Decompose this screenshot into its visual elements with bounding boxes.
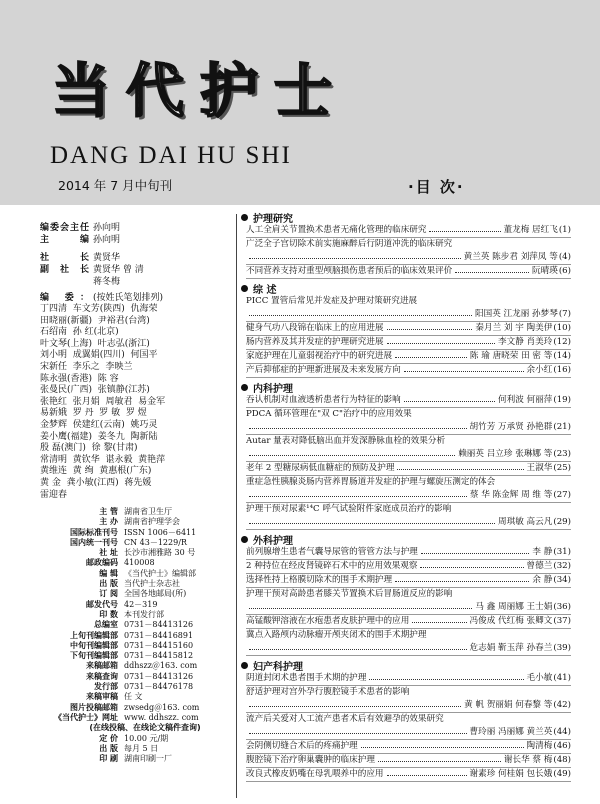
editorial-names: 孙向明 [93,235,121,245]
article-authors: 毛小敏 [526,673,553,683]
pub-label: 发行部 [94,682,118,692]
article-authors: 蔡 华 陈金辉 周 维 等 [469,490,553,500]
toc-entry-line [246,265,571,278]
member-row: 张曼民(广西) 张镇静(江苏) [40,385,150,396]
pub-value: 长沙市湘雅路 30 号 [124,548,196,558]
pub-value: 每月 5 日 [124,743,159,753]
article-title: 护理干预对高龄患者膝关节置换术后冒肠道反应的影响 [246,589,453,599]
pub-row [40,641,240,651]
pub-value: 410008 [124,558,155,568]
pub-label: 邮发代号 [86,599,118,609]
toc-entry [241,408,571,435]
page-number: (29) [553,517,571,527]
toc-entry-line [246,516,571,529]
pub-value: ddhszz＠163. com [124,661,198,671]
article-title: 改良式橡皮奶嘴在母乳喂养中的应用 [246,769,384,779]
leader-dots [387,775,467,776]
editorial-role [40,276,89,288]
article-authors: 王淑华 [526,463,553,473]
leader-dots [249,428,467,429]
pub-value: 当代护士杂志社 [124,579,180,589]
article-authors: 陶清梅 [526,741,553,751]
entry-rule [246,377,571,378]
page-number: (25) [553,463,571,473]
toc-entry [241,686,571,713]
toc-entry-line [246,672,571,685]
cover-header [0,0,600,205]
page-number: (34) [553,575,571,585]
pub-value: 42－319 [124,599,158,609]
pub-label: 印 刷 [99,754,118,764]
table-of-contents [241,211,571,782]
leader-dots [249,523,495,524]
member-row: 黄 金 龚小敏(江西) 蒋先媛 [40,477,152,488]
toc-entry [241,364,571,378]
toc-entry-line [246,489,571,502]
article-authors: 余 静 [532,575,553,585]
editorial-row [40,222,230,234]
section-title: 护理研究 [253,214,293,225]
pub-row [40,558,240,568]
section-title: 内科护理 [253,384,293,395]
toc-entry [241,350,571,364]
toc-entry [241,672,571,686]
article-authors: 秦月兰 刘 宇 陶美伊 [475,323,553,333]
leader-dots [395,581,529,582]
pub-label: 《当代护士》网址 [54,712,118,722]
pub-row [40,507,240,517]
bullet-icon [241,662,248,669]
article-title: 选择性持上格膜切除术的围手术期护理 [246,575,393,585]
article-authors: 谢长华 蔡 梅 [503,755,553,765]
article-authors: 曾德兰 [526,561,553,571]
bullet-icon [241,214,248,221]
section-title: 综 述 [253,285,277,296]
pub-row [40,528,240,538]
leader-dots [395,357,467,358]
toc-section-heading [241,211,571,224]
member-row: 殷 磊(澳门) 徐 黎(甘肃) [40,443,138,454]
page-number: (27) [553,490,571,500]
pub-label: 来稿审稿 [86,692,118,702]
article-authors: 董龙梅 居红飞 [503,225,558,235]
article-title: 冀点入路颅内动脉瘤开颅夹闭术的围手术期护理 [246,630,427,640]
toc-section-heading [241,282,571,295]
toc-entry-line [246,394,571,407]
toc-entry [241,754,571,768]
article-title: 2 种持位在经皮肾镜碎石术中的应用效果观察 [246,561,418,571]
page-number: (46) [553,741,571,751]
pub-label: 下旬刊编辑部 [70,651,118,661]
pub-label: 总编室 [94,620,118,630]
pub-row [40,703,240,713]
leader-dots [249,649,467,650]
member-row: 刘小明 成翼娟(四川) 何国平 [40,350,158,361]
article-title: 前列腺增生患者气囊导尿管的管管方法与护理 [246,547,418,557]
toc-entry-line [246,364,571,377]
article-authors: 赖丽英 吕立珍 张琳娜 等 [458,449,553,459]
pub-value: ISSN 1006－6411 [124,527,197,537]
pub-label: 中旬刊编辑部 [70,640,118,650]
toc-entry [241,224,571,238]
page-number: (16) [553,365,571,375]
pub-value: 10.00 元/期 [124,733,169,743]
pub-row [40,548,240,558]
article-authors: 陈 瑜 唐晓荣 田 密 等 [469,351,553,361]
article-title: 护理干预对尿素¹⁴C 呼气试验附件家庭成员治疗的影响 [246,504,452,514]
toc-entry-line [246,560,571,573]
bullet-icon [241,384,248,391]
pub-label: 主 办 [99,517,118,527]
toc-entry [241,546,571,560]
page-number: (23) [553,449,571,459]
toc-entry [241,629,571,656]
pub-row [40,600,240,610]
leader-dots [249,733,467,734]
members-heading [40,292,230,304]
article-authors: 马 鑫 周丽娜 王士娟 [475,602,553,612]
pub-label: 来稿查询 [86,671,118,681]
pub-label: 出 版 [99,743,118,753]
toc-entry [241,615,571,629]
member-row: 张艳红 张月娟 周敏君 易金军 [40,396,166,407]
article-authors: 谢素珍 何桂娟 包长娥 [469,769,553,779]
pub-row [40,661,240,671]
toc-entry-line [246,308,571,321]
article-authors: 阳国英 江龙丽 孙梦琴 [475,309,558,319]
page-number: (32) [553,561,571,571]
leader-dots [249,315,472,316]
page-number: (4) [558,252,571,262]
editorial-names: 蒋冬梅 [93,277,121,287]
toc-entry-line [246,350,571,363]
leader-dots [249,455,455,456]
pub-label: 定 价 [99,733,118,743]
pub-value: 0731－84476178 [124,682,194,692]
article-title: PICC 置管后常见并发症及护理对策研究进展 [246,296,418,306]
member-row: 易新娥 罗 丹 罗 敏 罗 煜 [40,408,147,419]
pub-row [40,610,240,620]
article-authors: 李 静 [532,547,553,557]
toc-entry-line [246,574,571,587]
toc-entry-line [246,754,571,767]
article-authors: 黄 帆 贺丽娟 何春黎 等 [464,700,553,710]
article-title: 重症急性胰腺炎肠内营养胃肠道并发症的护理与螺旋压测定的体会 [246,477,496,487]
toc-entry-line [246,740,571,753]
member-row: 黄维连 黄 绚 黄惠根(广东) [40,466,152,477]
toc-entry [241,435,571,462]
member-row: 叶文琴(上海) 叶志弘(浙江) [40,338,150,349]
pub-row [40,538,240,548]
toc-entry [241,574,571,588]
editorial-names: 孙向明 [93,223,121,233]
members-note: (按姓氏笔划排列) [93,293,164,303]
pub-row [40,517,240,527]
editorial-role: 社 长 [40,253,89,263]
toc-entry [241,588,571,615]
toc-entry [241,740,571,754]
section-title: 外科护理 [253,536,293,547]
pub-row [40,620,240,630]
member-row: 姜小鹰(福建) 姜冬九 陶新陆 [40,431,158,442]
leader-dots [369,679,523,680]
page-number: (14) [553,351,571,361]
article-title: PDCA 循环管理在"双 C"治疗中的应用效果 [246,409,412,419]
toc-entry-line [246,699,571,712]
page-number: (36) [553,602,571,612]
leader-dots [404,371,524,372]
bullet-icon [241,285,248,292]
editorial-role: 副社长 [40,265,89,275]
page-number: (41) [553,673,571,683]
toc-entry-line [246,462,571,475]
editorial-rows [40,222,230,288]
toc-entry-line [246,322,571,335]
publication-info [40,507,240,764]
pub-row [40,589,240,599]
page-number: (49) [553,769,571,779]
pub-value: 0731－84413126 [124,620,194,630]
article-authors: 李文静 肖美玲 [498,337,553,347]
article-authors: 何利波 何丽萍 [498,395,553,405]
article-title: 广泛全子宫切除术前实施麻醉后行阴道冲洗的临床研究 [246,239,453,249]
page-number: (1) [558,225,571,235]
page-number: (7) [558,309,571,319]
article-authors: 阮晴瑛 [532,266,558,276]
article-authors: 黄兰英 陈步君 刘萍凤 等 [463,252,558,262]
toc-entry-line [246,615,571,628]
leader-dots [429,231,500,232]
article-authors: 冯俊成 代红梅 张卿文 [469,616,553,626]
pub-value: 0731－84413126 [124,671,194,681]
page-number: (42) [553,700,571,710]
article-title: 吞认机制对血液透析患者行为特征的影响 [246,395,401,405]
pub-row [40,744,240,754]
toc-entry-line [246,251,571,264]
issue-date: 2014 年 7 月中旬刊 [58,178,173,193]
article-title: 不同营养支持对重型颅脑损伤患者预后的临床效果评价 [246,266,453,276]
toc-entry [241,295,571,322]
entry-rule [246,781,571,782]
article-title: 流产后关爱对人工流产患者术后有效避孕的效果研究 [246,714,444,724]
pub-label: 邮政编码 [86,558,118,568]
page-number: (12) [553,337,571,347]
toc-section-heading [241,659,571,672]
toc-entry [241,322,571,336]
editorial-row [40,264,230,276]
pub-note: (在线投稿、在线论文稿件查询) [89,723,201,733]
toc-section-heading [241,381,571,394]
toc-section-heading [241,533,571,546]
member-row: 田晓丽(新疆) 尹裕君(台湾) [40,315,150,326]
member-row: 石绍南 孙 红(北京) [40,327,119,338]
leader-dots [455,272,529,273]
member-row: 宋新任 李乐之 李映兰 [40,361,133,372]
article-title: 舒适护理对宫外孕行腹腔镜手术患者的影响 [246,687,410,697]
pub-value: 湖南省护理学会 [124,517,180,527]
pub-row [40,569,240,579]
leader-dots [249,608,472,609]
section-title: 妇产科护理 [253,662,303,673]
leader-dots [387,329,473,330]
pub-value: 《当代护士》编辑部 [124,568,196,578]
pub-label: 图片投稿邮箱 [70,702,118,712]
pub-value: 0731－84415160 [124,640,194,650]
column-divider [236,214,237,798]
member-row: 常清明 黄钦华 谌永毅 黄艳萍 [40,454,166,465]
toc-entry [241,476,571,503]
toc-entry [241,503,571,530]
page-number: (19) [553,395,571,405]
toc-entry-line [246,546,571,559]
editorial-row [40,276,230,288]
toc-entry [241,768,571,782]
editorial-row [40,252,230,264]
leader-dots [361,747,524,748]
pub-value: 0731－84416891 [124,630,194,640]
article-title: 腹腔镜下治疗卵巢囊肿的临床护理 [246,755,375,765]
members-list [40,304,230,501]
toc-entry [241,713,571,740]
article-authors: 胡竹芳 万承贤 孙艳群 [469,422,553,432]
journal-title-pinyin: DANG DAI HU SHI [50,142,292,169]
pub-label: 主 管 [99,507,118,516]
article-authors: 余小红 [526,365,553,375]
pub-label: 印 数 [99,609,118,619]
article-title: 阴道封闭术患者围手术期的护理 [246,673,367,683]
toc-entry-line [246,768,571,781]
pub-value: 本刊发行部 [124,609,164,619]
toc-entry [241,238,571,265]
pub-label: 编 辑 [99,568,118,578]
editorial-role: 编委会主任 [40,223,89,233]
pub-value: 任 文 [124,692,143,702]
editorial-board [40,222,230,501]
toc-entry-line [246,601,571,614]
article-title: 会阴侧切缝合术后的疼痛护理 [246,741,358,751]
article-authors: 危志娟 靳玉萍 孙春兰 [469,643,553,653]
pub-row [40,734,240,744]
leader-dots [378,761,501,762]
pub-row [40,631,240,641]
leader-dots [420,567,523,568]
article-title: 人工全肩关节置换术患者无痛化管理的临床研究 [246,225,427,235]
article-authors: 周琪敏 高云凡 [498,517,553,527]
pub-row [40,682,240,692]
pub-row [40,579,240,589]
toc-entry-line [246,224,571,237]
toc-entry-line [246,642,571,655]
pub-row [40,754,240,764]
article-title: 肠内营养及其并发症的护理研究进展 [246,337,384,347]
page-number: (44) [553,727,571,737]
toc-entry [241,560,571,574]
leader-dots [404,401,495,402]
page-number: (6) [558,266,571,276]
entry-rule [246,278,571,279]
page-number: (39) [553,643,571,653]
leader-dots [421,553,530,554]
entry-rule [246,529,571,530]
pub-label: 社 址 [99,548,118,558]
pub-value: 0731－84415812 [124,651,194,661]
editorial-names: 黄贤华 [93,253,121,263]
article-title: 产后抑郁症的护理新进展及未来发展方向 [246,365,401,375]
leader-dots [397,469,523,470]
article-title: 家庭护理在儿童弱视治疗中的研究进展 [246,351,393,361]
page-number: (31) [553,547,571,557]
page-number: (48) [553,755,571,765]
pub-row [40,651,240,661]
toc-entry-line [246,726,571,739]
pub-label: 上旬刊编辑部 [70,630,118,640]
pub-row [40,713,240,723]
leader-dots [387,343,496,344]
pub-value: zwsedg＠163. com [124,702,200,712]
page-number: (10) [553,323,571,333]
toc-entry [241,462,571,476]
member-row: 陈永强(香港) 陈 容 [40,373,119,384]
member-row: 金梦辉 侯建红(云南) 姚巧灵 [40,419,158,430]
leader-dots [249,706,461,707]
toc-entry-line [246,448,571,461]
leader-dots [412,622,466,623]
members-label: 编 委： [40,293,89,303]
pub-row [40,692,240,702]
toc-entry-line [246,336,571,349]
toc-entry [241,336,571,350]
toc-entry [241,394,571,408]
toc-heading: ·目 次· [408,178,465,196]
pub-value: 湖南印刷一厂 [124,754,172,764]
member-row: 丁四清 车文芳(陕西) 仇海荣 [40,304,158,314]
editorial-names: 黄贤华 曾 清 [93,265,144,275]
editorial-row [40,234,230,246]
pub-value: CN 43－1229/R [124,537,187,547]
bullet-icon [241,536,248,543]
pub-value: 全国各地邮局(所) [124,589,187,599]
article-title: 老年 2 型糖尿病低血糖症的预防及护理 [246,463,395,473]
article-title: 健身气功八段锦在临床上的应用进展 [246,323,384,333]
pub-label: 订 阅 [99,589,118,599]
article-title: Autar 量表对降低脑出血并发深静脉血栓的效果分析 [246,436,446,446]
page-number: (37) [553,616,571,626]
member-row: 雷迎春 [40,489,68,500]
pub-value: 湖南省卫生厅 [124,507,172,516]
pub-label: 国内统一刊号 [70,537,118,547]
toc-entry-line [246,421,571,434]
toc-entry [241,265,571,279]
pub-row [40,672,240,682]
pub-label: 来稿邮箱 [86,661,118,671]
pub-label: 出 版 [99,579,118,589]
editorial-role: 主 编 [40,235,89,245]
leader-dots [249,496,467,497]
article-title: 高锰酸钾溶液在水疱患者皮肤护理中的应用 [246,616,410,626]
journal-title: 当代护士 [52,57,349,125]
entry-rule [246,655,571,656]
article-authors: 曹玲丽 冯丽娜 黄兰英 [469,727,553,737]
pub-value: www. ddhszz. com [124,712,199,722]
leader-dots [249,258,461,259]
page-number: (21) [553,422,571,432]
pub-label: 国际标准刊号 [70,527,118,537]
